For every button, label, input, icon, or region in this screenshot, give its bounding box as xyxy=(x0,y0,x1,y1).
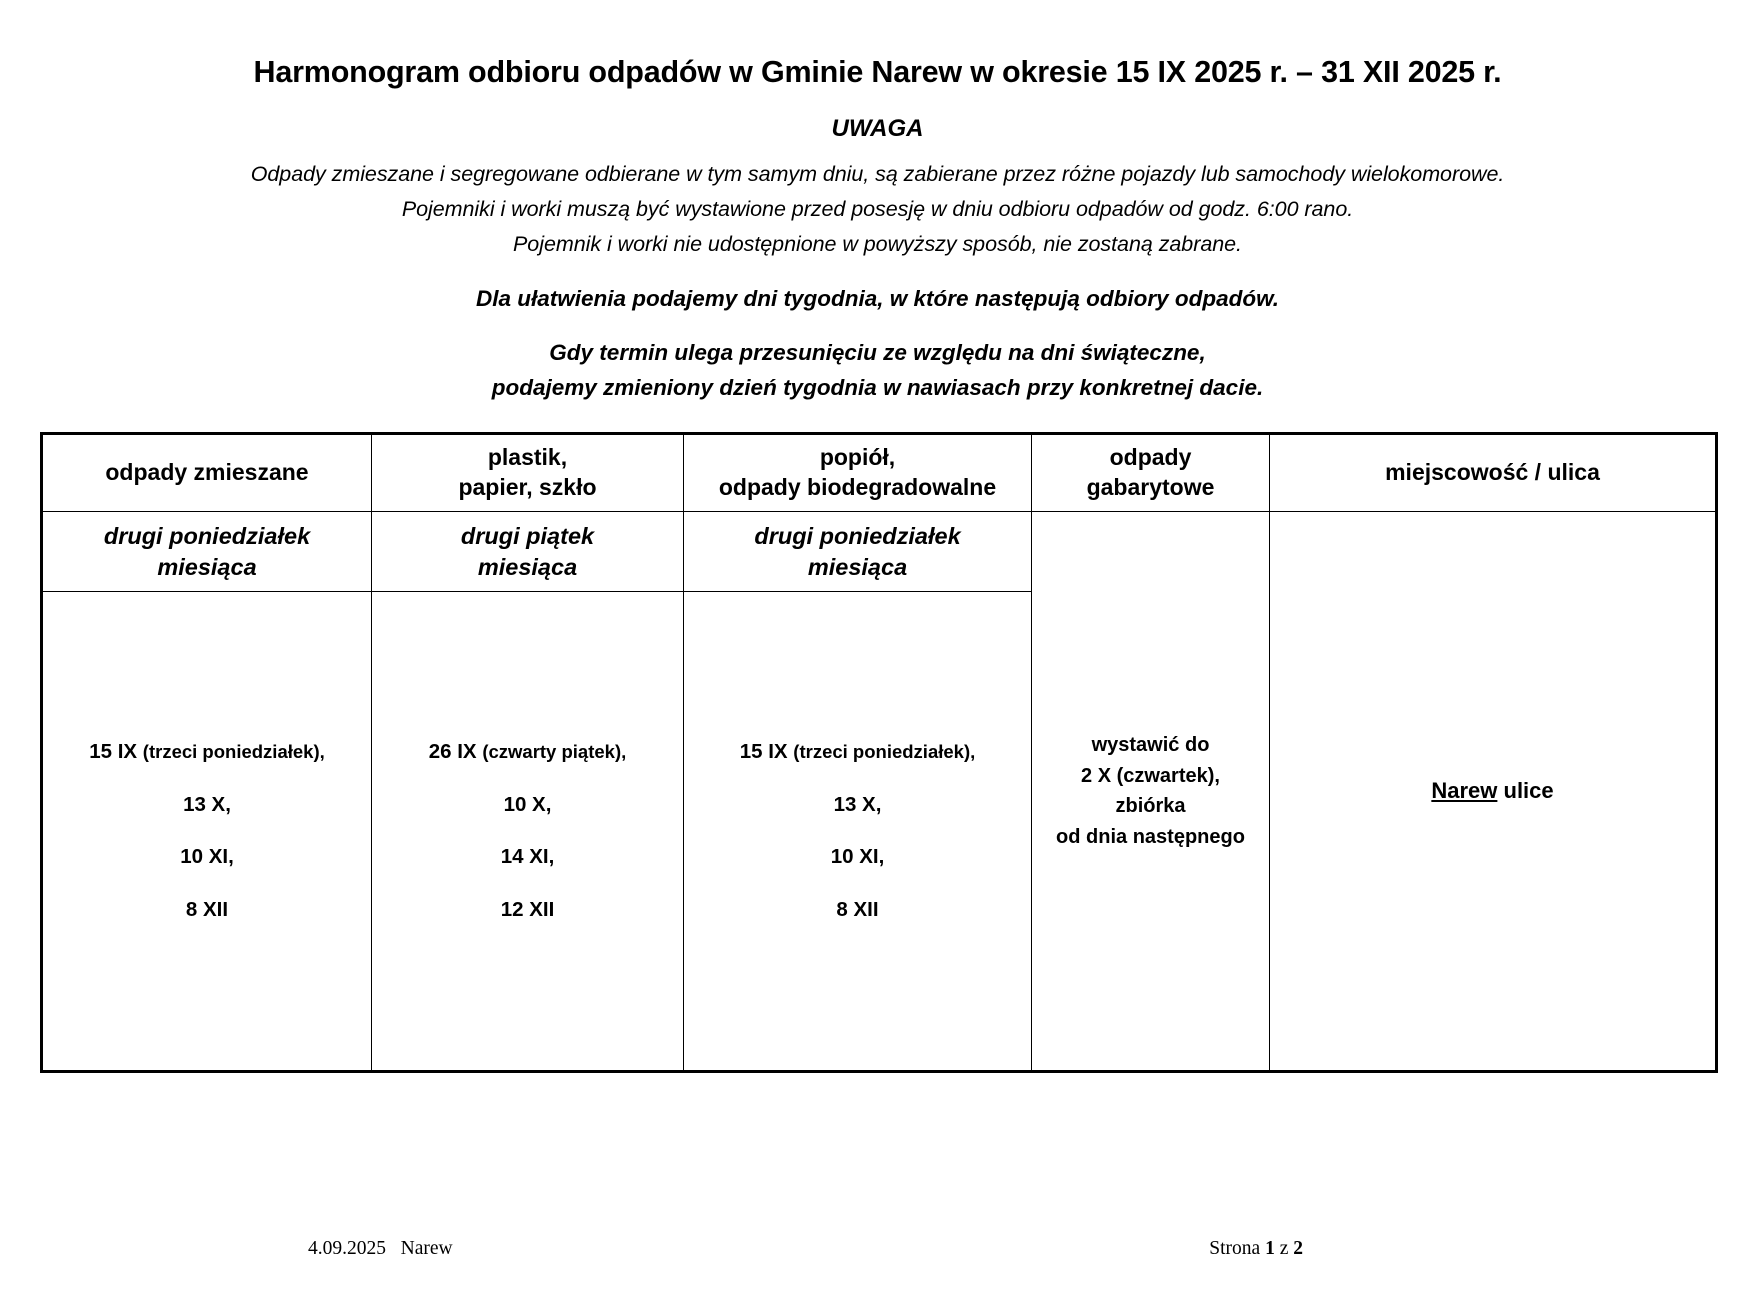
document-page xyxy=(0,55,1755,1296)
frequency-ash-bio-line2: miesiąca xyxy=(807,553,908,580)
footer-date: 4.09.2025 xyxy=(308,1238,386,1259)
date-value: 15 IX xyxy=(739,740,788,764)
notice-line-2: Pojemniki i worki muszą być wystawione przed posesję w dniu odbioru odpadów od godz. 6:00 rano. xyxy=(401,196,1354,221)
footer-place: Narew xyxy=(400,1238,453,1259)
date-value: 15 IX xyxy=(89,740,138,764)
column-header-locality xyxy=(1270,434,1717,512)
date-entry xyxy=(692,742,1023,763)
date-entry xyxy=(692,847,1023,868)
bulky-line-1: wystawić do xyxy=(1091,734,1210,757)
bulky-line-4: od dnia następnego xyxy=(1056,825,1245,848)
date-entry xyxy=(692,792,1023,816)
date-note: (trzeci poniedziałek), xyxy=(142,741,325,763)
table-header-row xyxy=(42,434,1717,512)
date-value: 13 X, xyxy=(833,792,882,816)
date-entry xyxy=(380,742,675,763)
date-entry xyxy=(51,742,363,763)
date-value: 10 XI, xyxy=(180,845,234,869)
date-value: 26 IX xyxy=(428,740,477,764)
date-entry xyxy=(380,897,675,921)
footer-page-current: 1 xyxy=(1265,1238,1275,1259)
dates-ash-bio xyxy=(684,592,1032,1072)
column-header-recyclable-line2: papier, szkło xyxy=(458,474,597,501)
schedule-table-container xyxy=(40,432,1715,1073)
bulky-line-2: 2 X (czwartek), xyxy=(1081,764,1220,787)
column-header-recyclable-line1: plastik, xyxy=(487,444,568,471)
date-entry xyxy=(51,847,363,868)
footer-page-label: Strona xyxy=(1209,1238,1266,1259)
page-title: Harmonogram odbioru odpadów w Gminie Narew w okresie 15 IX 2025 r. – 31 XII 2025 r. xyxy=(253,55,1502,89)
column-header-ash-bio-line1: popiół, xyxy=(819,444,896,471)
date-entry xyxy=(51,897,363,921)
column-header-bulky xyxy=(1032,434,1270,512)
notice-line-1: Odpady zmieszane i segregowane odbierane w tym samym dniu, są zabierane przez różne pojazdy lub samochody wielokomorowe. xyxy=(250,162,1505,187)
page-footer xyxy=(0,1238,1755,1268)
date-value: 8 XII xyxy=(185,897,229,921)
holiday-note-line-2: podajemy zmieniony dzień tygodnia w nawiasach przy konkretnej dacie. xyxy=(491,375,1264,401)
frequency-recyclable-line2: miesiąca xyxy=(477,553,578,580)
column-header-bulky-line1: odpady xyxy=(1109,444,1192,471)
table-body xyxy=(42,512,1717,1072)
footer-right xyxy=(1209,1238,1303,1260)
locality-suffix: ulice xyxy=(1497,778,1554,804)
bulky-waste-cell xyxy=(1032,512,1270,1072)
frequency-recyclable-line1: drugi piątek xyxy=(460,522,595,549)
date-value: 10 X, xyxy=(503,792,552,816)
notice-block xyxy=(0,114,1755,406)
date-entry xyxy=(380,792,675,816)
frequency-ash-bio xyxy=(684,512,1032,592)
schedule-table xyxy=(40,432,1718,1073)
date-value: 10 XI, xyxy=(830,845,885,869)
dates-ash-bio-list xyxy=(692,742,1023,920)
column-header-mixed-waste-line1: odpady zmieszane xyxy=(105,459,309,486)
date-note: (trzeci poniedziałek), xyxy=(793,741,976,763)
frequency-recyclable xyxy=(372,512,684,592)
notice-line-3: Pojemnik i worki nie udostępnione w powyższy sposób, nie zostaną zabrane. xyxy=(513,231,1242,256)
footer-left xyxy=(308,1238,453,1260)
date-value: 8 XII xyxy=(836,897,879,921)
bulky-line-3: zbiórka xyxy=(1115,795,1186,818)
footer-page-total: 2 xyxy=(1293,1238,1303,1259)
frequency-ash-bio-line1: drugi poniedziałek xyxy=(754,522,961,549)
column-header-bulky-line2: gabarytowe xyxy=(1086,474,1215,501)
locality-name: Narew xyxy=(1431,778,1498,804)
dates-recyclable xyxy=(372,592,684,1072)
locality-cell xyxy=(1270,512,1717,1072)
column-header-locality-line1: miejscowość / ulica xyxy=(1385,459,1600,486)
frequency-mixed-waste-line2: miesiąca xyxy=(157,553,257,580)
table-row-frequency xyxy=(42,512,1717,592)
column-header-recyclable xyxy=(372,434,684,512)
holiday-note-line-1: Gdy termin ulega przesunięciu ze względu na dni świąteczne, xyxy=(549,340,1206,366)
date-entry xyxy=(380,847,675,868)
date-value: 14 XI, xyxy=(500,845,555,869)
date-entry xyxy=(51,792,363,816)
date-entry xyxy=(692,897,1023,921)
date-note: (czwarty piątek), xyxy=(482,741,627,763)
frequency-mixed-waste xyxy=(42,512,372,592)
date-value: 13 X, xyxy=(183,792,231,816)
dates-mixed-waste-list xyxy=(51,742,363,920)
notice-heading: UWAGA xyxy=(831,115,924,143)
frequency-mixed-waste-line1: drugi poniedziałek xyxy=(103,522,311,549)
dates-mixed-waste xyxy=(42,592,372,1072)
footer-page-of: z xyxy=(1274,1238,1294,1259)
column-header-ash-bio-line2: odpady biodegradowalne xyxy=(718,474,997,501)
column-header-mixed-waste xyxy=(42,434,372,512)
table-header xyxy=(42,434,1717,512)
column-header-ash-bio xyxy=(684,434,1032,512)
notice-emphasis-1: Dla ułatwienia podajemy dni tygodnia, w które następują odbiory odpadów. xyxy=(475,285,1279,311)
dates-recyclable-list xyxy=(380,742,675,920)
date-value: 12 XII xyxy=(500,897,555,921)
